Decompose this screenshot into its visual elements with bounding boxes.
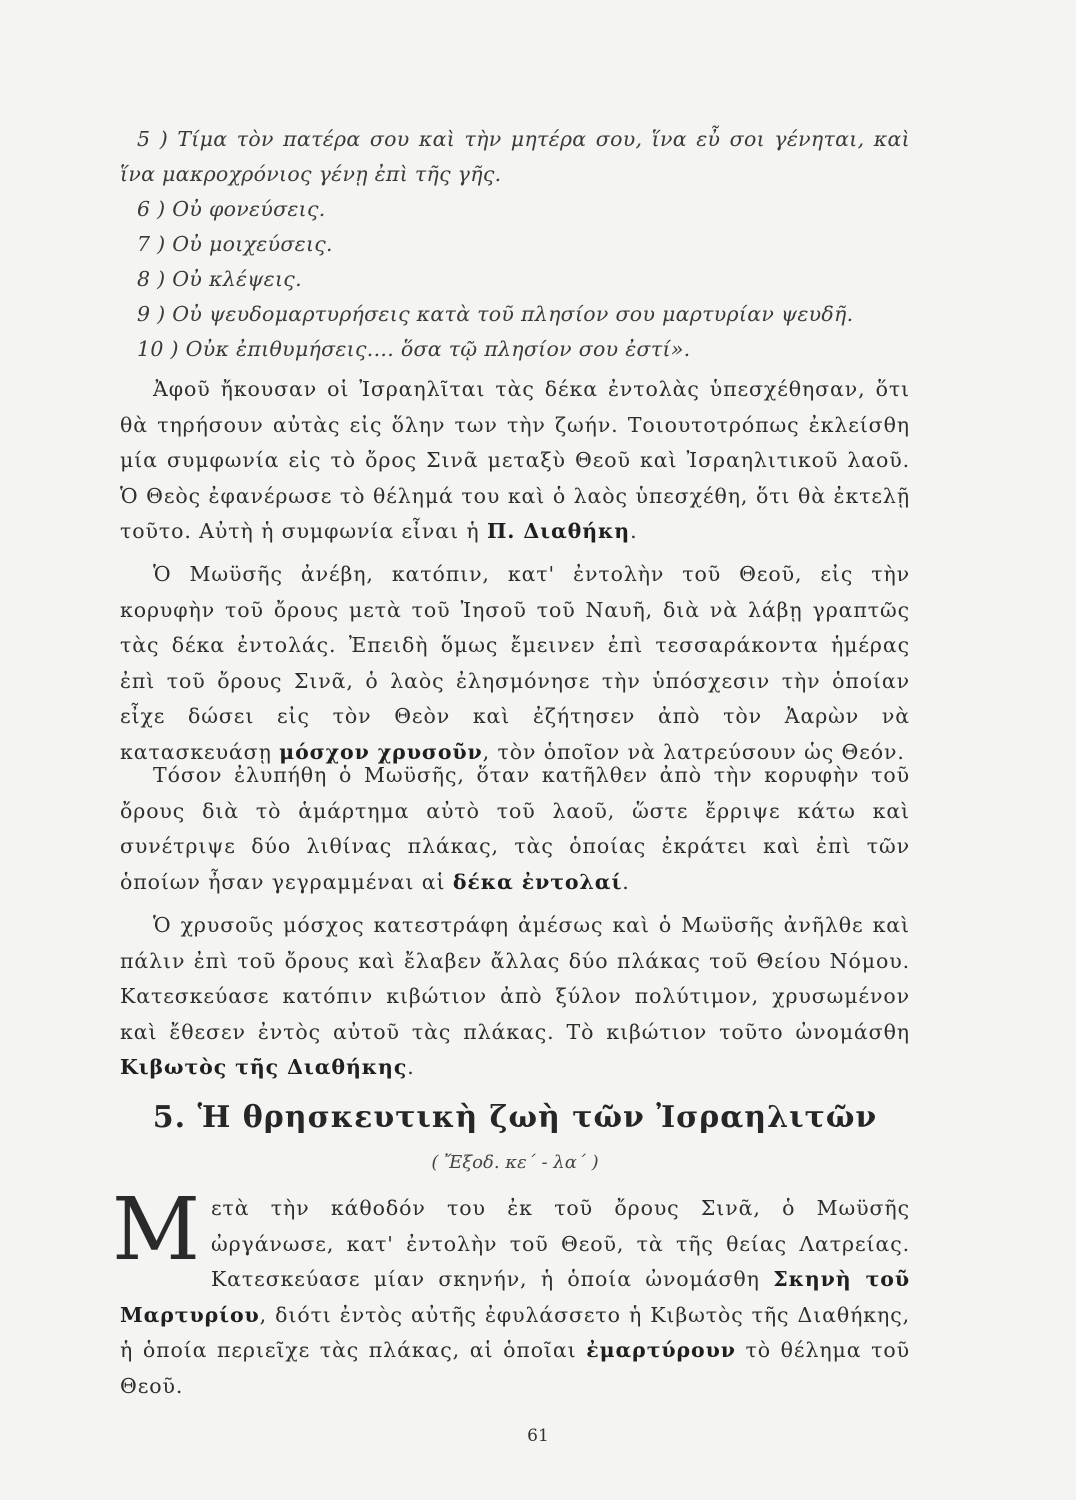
commandment-9: 9 ) Οὐ ψευδομαρτυρήσεις κατὰ τοῦ πλησίον σου μαρτυρίαν ψευδῆ. [137,302,854,326]
commandment-6: 6 ) Οὐ φονεύσεις. [137,197,326,221]
paragraph-golden-calf-end: , τὸν ὁποῖον νὰ λατρεύσουν ὡς Θεόν. [482,739,905,764]
term-tabernacle: Σκηνὴ τοῦ Μαρτυρίου [120,1267,911,1327]
paragraph-tablets-broken-text [120,758,910,900]
commandments-list [120,122,910,367]
paragraph-ark-body: Ὁ χρυσοῦς μόσχος κατεστράφη ἀμέσως καὶ ὁ Μωϋσῆς ἀνῆλθε καὶ πάλιν ἐπὶ τοῦ ὄρους καὶ ἔλαβεν ἄλλας δύο πλάκας τοῦ Θείου Νόμου. Κατεσκεύασε κατόπιν κιβώτιον ἀπὸ ξύλον πολύτιμον, χρυσωμένον καὶ ἔθεσεν ἐντὸς αὐτοῦ τὰς πλάκας. Τὸ κιβώτιον τοῦτο ὠνομάσθη [120,913,910,1044]
paragraph-ark-text [120,908,910,1086]
paragraph-tabernacle-text [112,1180,911,1405]
paragraph-tabernacle [112,1180,911,1405]
paragraph-tabernacle-end: τὸ θέλημα τοῦ Θεοῦ. [120,1338,910,1398]
paragraph-tabernacle-body: ετὰ τὴν κάθοδόν του ἐκ τοῦ ὄρους Σινᾶ, ὁ Μωϋσῆς ὠργάνωσε, κατ' ἐντολὴν τοῦ Θεοῦ, τὰ τῆς θείας Λατρείας. Κατεσκεύασε μίαν σκηνήν, ἡ ὁποία ὠνομάσθη [210,1196,910,1292]
paragraph-tablets-broken-end: . [622,869,630,894]
commandment-5: 5 ) Τίμα τὸν πατέρα σου καὶ τὴν μητέρα σου, ἵνα εὖ σοι γένηται, καὶ ἵνα μακροχρόνιος γένῃ ἐπὶ τῆς γῆς. [120,127,910,186]
paragraph-tablets-broken-body: Τόσον ἐλυπήθη ὁ Μωϋσῆς, ὅταν κατῆλθεν ἀπὸ τὴν κορυφὴν τοῦ ὄρους διὰ τὸ ἁμάρτημα αὐτὸ τοῦ λαοῦ, ὥστε ἔρριψε κάτω καὶ συνέτριψε δύο λιθίνας πλάκας, τὰς ὁποίας ἐκράτει καὶ ἐπὶ τῶν ὁποίων ἦσαν γεγραμμέναι αἱ [120,763,910,894]
paragraph-ark [120,908,910,1086]
paragraph-golden-calf-text [120,557,910,771]
paragraph-covenant-end: . [630,519,638,544]
term-ten-commandments: δέκα ἐντολαί [452,869,623,894]
page-number: 61 [527,1426,549,1446]
paragraph-tablets-broken [120,758,910,900]
paragraph-ark-end: . [407,1055,415,1080]
paragraph-golden-calf-body: Ὁ Μωϋσῆς ἀνέβη, κατόπιν, κατ' ἐντολὴν τοῦ Θεοῦ, εἰς τὴν κορυφὴν τοῦ ὄρους μετὰ τοῦ Ἰησοῦ τοῦ Ναυῆ, διὰ νὰ λάβῃ γραπτῶς τὰς δέκα ἐντολάς. Ἐπειδὴ ὅμως ἔμεινεν ἐπὶ τεσσαράκοντα ἡμέρας ἐπὶ τοῦ ὄρους Σινᾶ, ὁ λαὸς ἐλησμόνησε τὴν ὑπόσχεσιν τὴν ὁποίαν εἶχε δώσει εἰς τὸν Θεὸν καὶ ἐζήτησεν ἀπὸ τὸν Ἀαρὼν νὰ κατασκευάσῃ [120,562,910,764]
term-testified: ἐμαρτύρουν [586,1338,736,1363]
section-title: 5. Ἡ θρησκευτικὴ ζωὴ τῶν Ἰσραηλιτῶν [152,1100,878,1135]
term-golden-calf: μόσχον χρυσοῦν [279,739,483,764]
drop-cap: Μ [112,1180,201,1280]
section-reference: ( Ἔξοδ. κε΄ - λα΄ ) [431,1152,599,1173]
paragraph-covenant [120,372,910,550]
paragraph-tabernacle-middle: , διότι ἐντὸς αὐτῆς ἐφυλάσσετο ἡ Κιβωτὸς τῆς Διαθήκης, ἡ ὁποία περιεῖχε τὰς πλάκας, αἱ ὁποῖαι [120,1302,910,1363]
term-ark-of-covenant: Κιβωτὸς τῆς Διαθήκης [120,1055,408,1080]
commandment-7: 7 ) Οὐ μοιχεύσεις. [137,232,333,256]
commandment-10: 10 ) Οὐκ ἐπιθυμήσεις.... ὅσα τῷ πλησίον σου ἐστί». [137,337,691,361]
paragraph-covenant-body: Ἀφοῦ ἤκουσαν οἱ Ἰσραηλῖται τὰς δέκα ἐντολὰς ὑπεσχέθησαν, ὅτι θὰ τηρήσουν αὐτὰς εἰς ὅλην των τὴν ζωήν. Τοιουτοτρόπως ἐκλείσθη μία συμφωνία εἰς τὸ ὄρος Σινᾶ μεταξὺ Θεοῦ καὶ Ἰσραηλιτικοῦ λαοῦ. Ὁ Θεὸς ἐφανέρωσε τὸ θέλημά του καὶ ὁ λαὸς ὑπεσχέθη, ὅτι θὰ ἐκτελῇ τοῦτο. Αὐτὴ ἡ συμφωνία εἶναι ἡ [120,377,910,544]
paragraph-covenant-text [120,372,910,550]
paragraph-golden-calf [120,557,910,771]
commandment-8: 8 ) Οὐ κλέψεις. [137,267,302,291]
term-old-testament: Π. Διαθήκη [487,519,631,544]
